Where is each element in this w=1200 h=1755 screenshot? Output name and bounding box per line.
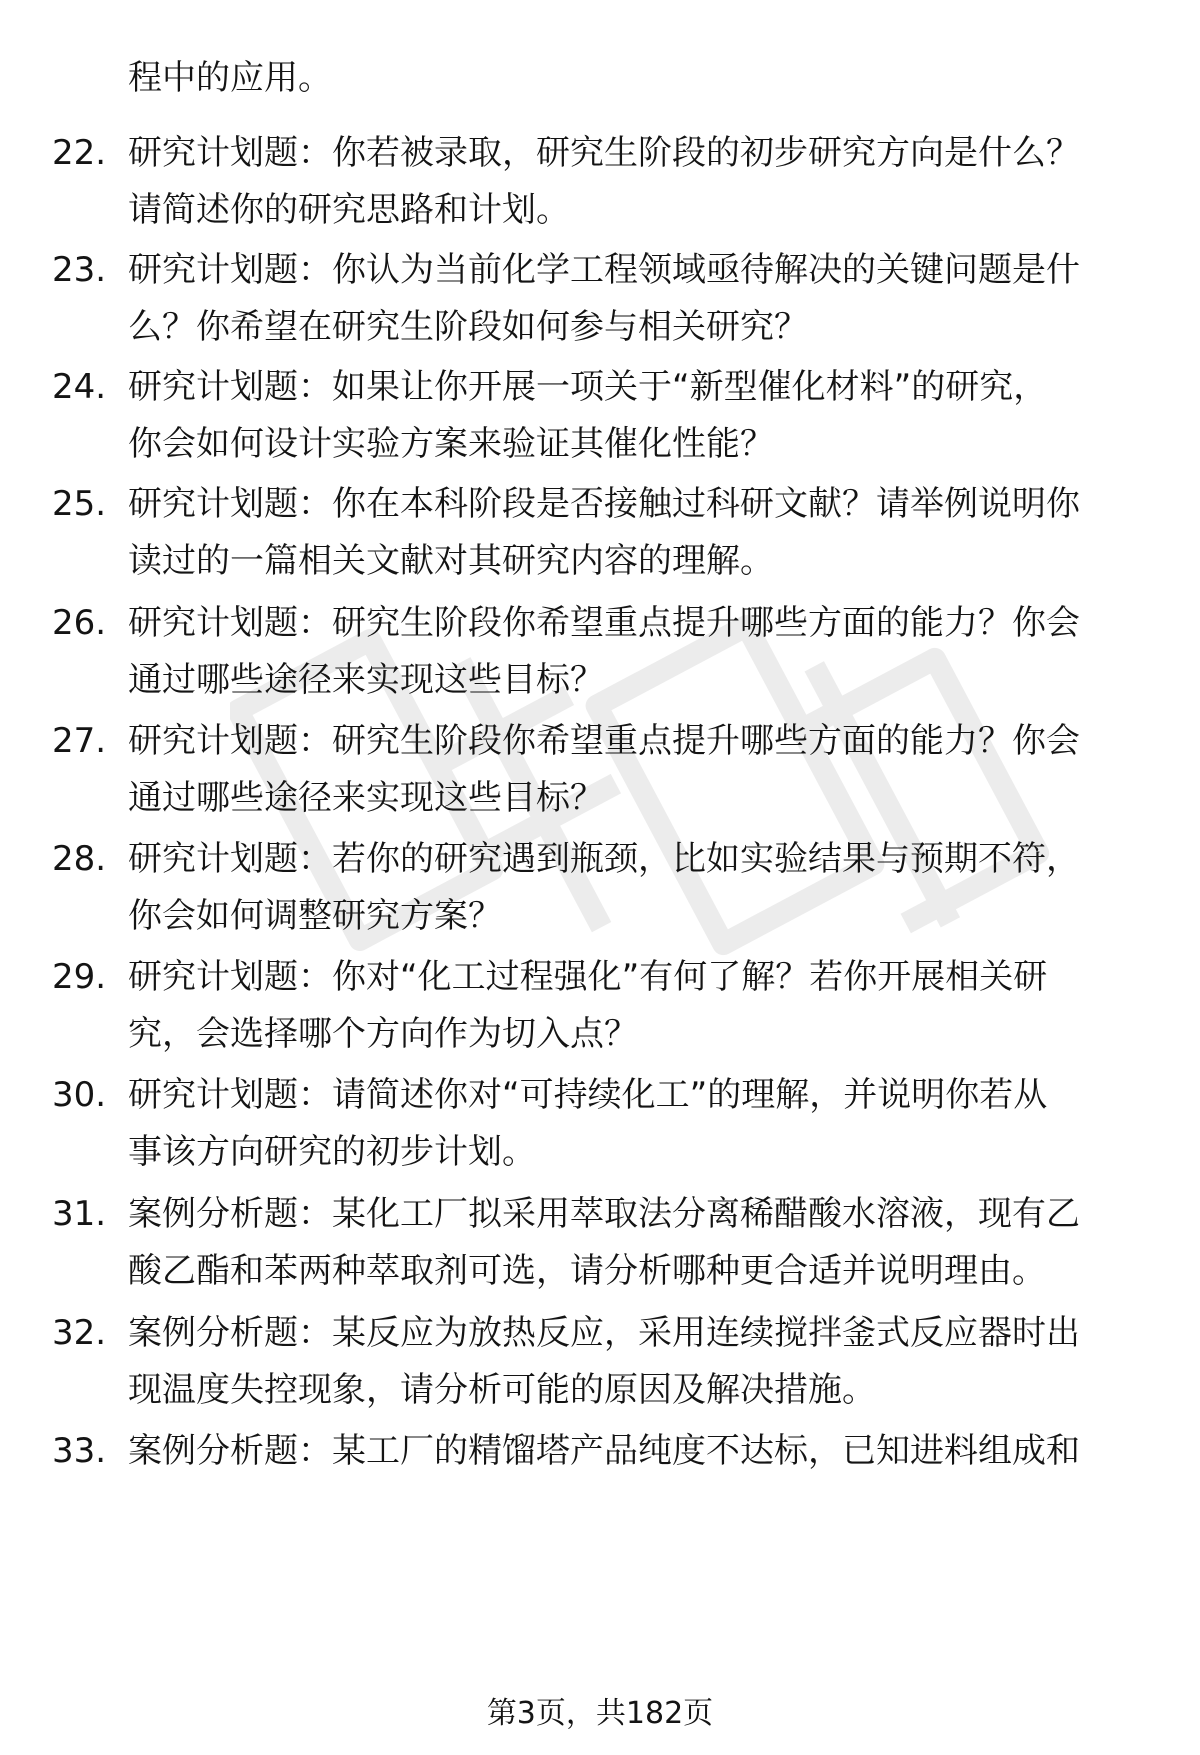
question-text-line: 读过的一篇相关文献对其研究内容的理解。 [128, 541, 774, 581]
question-number: 22. [52, 133, 107, 173]
question-text-line: 你会如何设计实验方案来验证其催化性能？ [128, 424, 774, 464]
question-text-line: 研究计划题：研究生阶段你希望重点提升哪些方面的能力？你会 [128, 721, 1080, 761]
question-number: 32. [52, 1313, 107, 1353]
question-text-line: 研究计划题：你若被录取，研究生阶段的初步研究方向是什么？ [128, 133, 1080, 173]
question-number: 33. [52, 1431, 107, 1471]
question-text-line: 案例分析题：某反应为放热反应，采用连续搅拌釜式反应器时出 [128, 1313, 1080, 1353]
continuation-text: 程中的应用。 [128, 58, 332, 98]
question-number: 29. [52, 957, 107, 997]
question-number: 23. [52, 250, 107, 290]
question-text-line: 研究计划题：请简述你对“可持续化工”的理解，并说明你若从 [128, 1075, 1048, 1115]
question-number: 31. [52, 1194, 107, 1234]
question-text-line: 究，会选择哪个方向作为切入点？ [128, 1014, 638, 1054]
question-text-line: 案例分析题：某工厂的精馏塔产品纯度不达标，已知进料组成和 [128, 1431, 1080, 1471]
question-number: 30. [52, 1075, 107, 1115]
question-text-line: 研究计划题：研究生阶段你希望重点提升哪些方面的能力？你会 [128, 603, 1080, 643]
question-text-line: 现温度失控现象，请分析可能的原因及解决措施。 [128, 1370, 876, 1410]
question-text-line: 案例分析题：某化工厂拟采用萃取法分离稀醋酸水溶液，现有乙 [128, 1194, 1080, 1234]
question-text-line: 通过哪些途径来实现这些目标？ [128, 660, 604, 700]
question-text-line: 么？你希望在研究生阶段如何参与相关研究？ [128, 307, 808, 347]
question-text-line: 请简述你的研究思路和计划。 [128, 190, 570, 230]
question-number: 27. [52, 721, 107, 761]
page-footer: 第3页，共182页 [486, 1696, 714, 1731]
question-number: 28. [52, 839, 107, 879]
question-text-line: 你会如何调整研究方案？ [128, 896, 502, 936]
question-text-line: 研究计划题：你在本科阶段是否接触过科研文献？请举例说明你 [128, 484, 1080, 524]
question-text-line: 事该方向研究的初步计划。 [128, 1132, 536, 1172]
question-number: 25. [52, 484, 107, 524]
question-text-line: 酸乙酯和苯两种萃取剂可选，请分析哪种更合适并说明理由。 [128, 1251, 1046, 1291]
question-text-line: 研究计划题：如果让你开展一项关于“新型催化材料”的研究， [128, 367, 1048, 407]
question-text-line: 研究计划题：若你的研究遇到瓶颈，比如实验结果与预期不符， [128, 839, 1080, 879]
question-text-line: 研究计划题：你对“化工过程强化”有何了解？若你开展相关研 [128, 957, 1048, 997]
question-text-line: 研究计划题：你认为当前化学工程领域亟待解决的关键问题是什 [128, 250, 1080, 290]
question-number: 24. [52, 367, 107, 407]
question-number: 26. [52, 603, 107, 643]
question-text-line: 通过哪些途径来实现这些目标？ [128, 778, 604, 818]
